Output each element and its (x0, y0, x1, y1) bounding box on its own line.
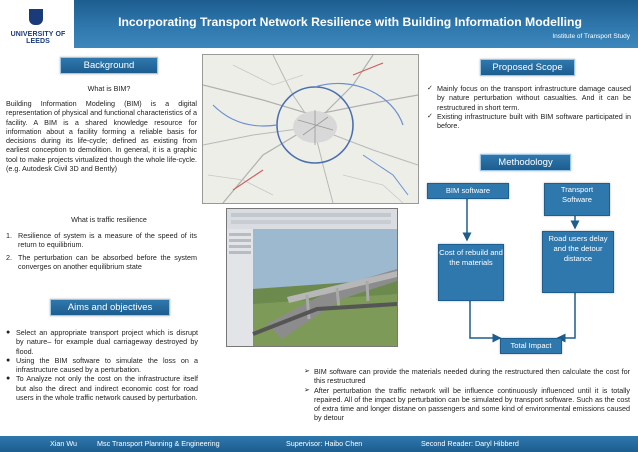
aims-list (6, 328, 198, 402)
list-item: ● To Analyze not only the cost on the infrastructure itself but also the direct and indirect economic cost for road users in the whole traffic network caused by perturbation. (6, 374, 198, 403)
cost-box: Cost of rebuild and the materials (438, 244, 504, 301)
traffic-resilience-label: What is traffic resilience (71, 215, 147, 224)
what-is-bim-label: What is BIM? (87, 84, 131, 93)
poster-title: Incorporating Transport Network Resilience with Building Information Modelling (118, 15, 582, 29)
bim-render-image (226, 208, 398, 347)
list-item: 2. The perturbation can be absorbed before the system converges on another equilibrium state (6, 252, 197, 271)
conclusions-list (304, 367, 630, 423)
delay-box: Road users delay and the detour distance (542, 231, 614, 293)
aims-heading: Aims and objectives (50, 299, 170, 316)
map-svg (203, 55, 418, 203)
university-logo (0, 0, 74, 48)
network-map-image (202, 54, 419, 204)
list-item: ● Using the BIM software to simulate the loss on a infrastructure caused by a perturbation. (6, 355, 198, 375)
arrow-bullet-icon: ➢ (304, 386, 310, 394)
programme-name: Msc Transport Planning & Engineering (97, 439, 220, 448)
second-reader-name: Second Reader: Daryl Hibberd (421, 439, 519, 448)
scope-heading: Proposed Scope (480, 59, 575, 76)
transport-software-box: Transport Software (544, 183, 610, 216)
check-icon: ✓ (427, 112, 433, 120)
scope-list (427, 84, 631, 130)
supervisor-name: Supervisor: Haibo Chen (286, 439, 363, 448)
list-item: ✓ Mainly focus on the transport infrastructure damage caused by nature perturbation without casualties. And it can be restructured in short term. (427, 84, 631, 112)
list-item: ➢ BIM software can provide the materials needed during the restructured then calculate the cost for this restructured (304, 367, 630, 386)
resilience-list (6, 231, 197, 274)
total-impact-box: Total Impact (500, 338, 562, 354)
shield-icon (29, 9, 43, 25)
render-svg (227, 209, 397, 346)
list-item: 1. Resilience of system is a measure of the speed of its return to equilibrium. (6, 231, 197, 250)
methodology-heading: Methodology (480, 154, 571, 171)
circle-bullet-icon: ● (6, 356, 11, 364)
bim-software-box: BIM software (427, 183, 509, 199)
author-name: Xian Wu (50, 439, 78, 448)
institute-label: Institute of Transport Study (552, 33, 630, 40)
background-heading: Background (60, 57, 158, 74)
arrow-bullet-icon: ➢ (304, 368, 310, 375)
logo-text: UNIVERSITY OF LEEDS (10, 31, 66, 45)
bim-definition: Building Information Modeling (BIM) is a digital representation of physical and functional characteristics of a facility. A BIM is a shared knowledge resource for information about a facility forming a reliable basis for decisions during its life-cycle; defined as existing from earliest conception to demolition. In general, it is a graphic tool to make projects virtualized though the whole life-cycle. (e.g. Autodesk Civil 3D and Bently) (6, 99, 197, 174)
circle-bullet-icon: ● (6, 329, 11, 336)
list-item: ✓ Existing infrastructure built with BIM software participated in before. (427, 111, 631, 131)
list-item: ● Select an appropriate transport project which is disrupt by nature– for example dual carriageway destroyed by flood. (6, 328, 198, 356)
circle-bullet-icon: ● (6, 375, 11, 383)
check-icon: ✓ (427, 85, 433, 92)
list-item: ➢ After perturbation the traffic network will be influence continuously influenced until it is totally repaired. All of the impact by perturbation can be simulated by transport software. Such as the cost of extra time and longer distane on passengers and some kind of environmental emissions caused by detour (304, 385, 630, 423)
